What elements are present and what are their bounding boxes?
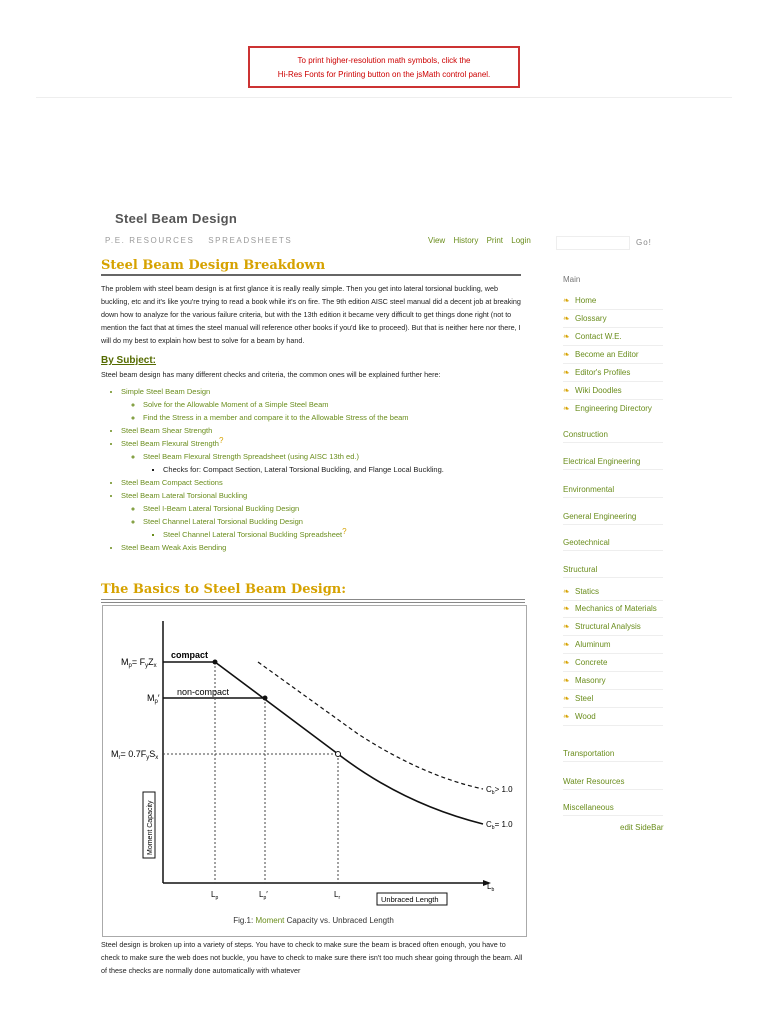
topic-link[interactable]: Steel Beam Lateral Torsional Buckling [121,491,248,500]
topic-link[interactable]: Steel Beam Shear Strength [121,426,213,435]
mp-prime-label: $M_p'$ [147,693,160,705]
intro-paragraph: The problem with steel beam design is at first glance it is really really simple. Then you get into lateral torsional buckling, web buckling, etc and it's like you're trying to read a book while it's on fire. The 9th edition AISC steel manual did a decent job at breaking down how to analyze for the various failure criteria, but with the 13th edition it became very difficult to get things done right (not to mention the fact that at times the steel manual will reference other books if you'd like to proceed). But that is neither here nor there, I will do my best to explain how best to solve for a beam by hand. [101,284,521,345]
page-icon: ❧ [563,587,570,596]
cb-eq-label: $C_b= 1.0$ [486,820,513,831]
nav-spreadsheets[interactable]: SPREADSHEETS [208,236,293,245]
topic-link[interactable]: Steel Beam Flexural Strength Spreadsheet (using AISC 13th ed.) [143,452,359,461]
mr-label: $M_r= 0.7F_yS_x$ [111,749,159,761]
sidebar-item-editor-profiles[interactable]: ❧ Editor's Profiles [563,364,663,382]
list-item [143,515,525,541]
sidebar-section-electrical[interactable]: Electrical Engineering [563,457,663,470]
topic-link[interactable]: Find the Stress in a member and compare it to the Allowable Stress of the beam [143,413,409,422]
missing-page-link[interactable]: ? [218,436,224,445]
print-link[interactable]: Print [486,236,504,245]
topic-link[interactable]: Steel Beam Compact Sections [121,478,223,487]
lp-prime-point [263,696,268,701]
sidebar-item-eng-directory[interactable]: ❧ Engineering Directory [563,400,663,417]
page-icon: ❧ [563,368,570,377]
list-item [121,476,525,489]
topic-link[interactable]: Steel Beam Flexural Strength [121,439,219,448]
view-link[interactable]: View [428,236,446,245]
sidebar-item-wood[interactable]: ❧ Wood [563,708,663,726]
topic-link[interactable]: Simple Steel Beam Design [121,387,211,396]
sidebar-item-concrete[interactable]: ❧ Concrete [563,654,663,672]
cb-gt-label: $C_b> 1.0$ [486,785,513,796]
topic-list [101,385,525,554]
sidebar-item-become-editor[interactable]: ❧ Become an Editor [563,346,663,364]
sidebar-section-general[interactable]: General Engineering [563,512,663,525]
list-item [143,411,525,424]
moment-capacity-figure [102,605,527,937]
list-item [143,450,525,476]
sidebar-structural-list [563,583,663,726]
design-steps-paragraph: Steel design is broken up into a variety of steps. You have to check to make sure the beam is braced often enough, you have to check to make sure the web does not buckle, you have to check to make sure there isn't too much shear going through the beam. All of these checks are normally done automatically with whatever [101,940,523,975]
sidebar-main-list [563,292,663,417]
page-icon: ❧ [563,350,570,359]
jsmath-notice [248,46,520,88]
moment-link[interactable]: Moment [255,916,285,925]
page-actions [428,236,537,245]
subject-intro: Steel beam design has many different checks and criteria, the common ones will be explained further here: [101,370,441,379]
sidebar-section-water[interactable]: Water Resources [563,777,663,790]
sidebar-section-construction[interactable]: Construction [563,430,663,443]
list-item [121,385,525,424]
site-title[interactable]: Steel Beam Design [115,211,238,226]
site-nav [105,236,302,245]
page-icon: ❧ [563,386,570,395]
topic-link[interactable]: Solve for the Allowable Moment of a Simple Steel Beam [143,400,329,409]
sidebar-item-steel[interactable]: ❧ Steel [563,690,663,708]
login-link[interactable]: Login [511,236,531,245]
sidebar-item-statics[interactable]: ❧ Statics [563,583,663,601]
by-subject-heading: By Subject: [101,355,157,366]
topic-link[interactable]: Steel Beam Weak Axis Bending [121,543,227,552]
page-icon: ❧ [563,296,570,305]
list-item [163,528,525,541]
heading-basics: The Basics to Steel Beam Design: [101,582,525,603]
page-icon: ❧ [563,712,570,721]
sidebar-item-glossary[interactable]: ❧ Glossary [563,310,663,328]
moment-capacity-chart [103,606,526,936]
heading-breakdown: Steel Beam Design Breakdown [101,258,521,276]
lr-tick: $L_r$ [334,890,341,901]
sidebar-item-aluminum[interactable]: ❧ Aluminum [563,636,663,654]
list-item [143,398,525,411]
xlabel: Unbraced Length [381,895,439,904]
lb-label: $L_b$ [487,882,495,893]
cb-gt-1-curve [258,662,483,789]
sidebar-item-home[interactable]: ❧ Home [563,292,663,310]
figure-caption [102,916,525,925]
compact-label: compact [171,650,209,660]
notice-line-1: To print higher-resolution math symbols, click the [297,56,471,65]
sidebar-item-wiki-doodles[interactable]: ❧ Wiki Doodles [563,382,663,400]
page-icon: ❧ [563,640,570,649]
page-icon: ❧ [563,622,570,631]
design-steps-paragraph-wrap [101,938,525,977]
list-item [121,541,525,554]
caption-prefix: Fig.1: [233,916,254,925]
list-item [121,437,525,476]
topic-link[interactable]: Steel Channel Lateral Torsional Buckling Spreadsheet [163,530,343,539]
sidebar-section-geotechnical[interactable]: Geotechnical [563,538,663,551]
page-icon: ❧ [563,604,570,613]
sidebar-section-transportation[interactable]: Transportation [563,749,663,762]
list-item [121,424,525,437]
list-item: ▪ Checks for: Compact Section, Lateral Torsional Buckling, and Flange Local Buckling. [163,463,525,476]
sidebar-item-mechanics[interactable]: ❧ Mechanics of Materials [563,601,663,618]
page-icon: ❧ [563,658,570,667]
page-icon: ❧ [563,332,570,341]
caption-suffix: Capacity vs. Unbraced Length [286,916,394,925]
search-input[interactable] [556,236,630,250]
sidebar-section-environmental[interactable]: Environmental [563,485,663,498]
lp-prime-tick: $L_p'$ [259,890,268,901]
go-button[interactable]: Go! [636,238,652,247]
history-link[interactable]: History [453,236,479,245]
lp-point [213,660,218,665]
list-item [121,489,525,541]
lr-point [336,752,341,757]
mp-label: $M_p= F_yZ_x$ [121,657,157,669]
top-divider [36,97,732,98]
cb-1-curve [215,662,483,824]
nav-pe-resources[interactable]: P.E. RESOURCES [105,236,195,245]
topic-link[interactable]: Steel I-Beam Lateral Torsional Buckling Design [143,504,300,513]
page-icon: ❧ [563,314,570,323]
noncompact-label: non-compact [177,687,230,697]
sidebar-main-label: Main [563,275,581,284]
sidebar-section-structural[interactable]: Structural [563,565,663,578]
topic-link[interactable]: Steel Channel Lateral Torsional Buckling Design [143,517,303,526]
notice-line-2: Hi-Res Fonts for Printing button on the jsMath control panel. [277,70,491,79]
sidebar-item-contact[interactable]: ❧ Contact W.E. [563,328,663,346]
missing-page-link[interactable]: ? [342,527,347,536]
page-icon: ❧ [563,676,570,685]
page-icon: ❧ [563,694,570,703]
page-icon: ❧ [563,404,570,413]
sidebar-section-misc[interactable]: Miscellaneous [563,803,663,816]
lp-tick: $L_p$ [211,890,219,901]
list-item [143,502,525,515]
basics-heading-wrap [101,582,525,603]
article [101,258,525,554]
sidebar-item-masonry[interactable]: ❧ Masonry [563,672,663,690]
sidebar-item-structural-analysis[interactable]: ❧ Structural Analysis [563,618,663,636]
edit-sidebar-link[interactable]: edit SideBar [620,823,664,832]
ylabel: Moment Capacity [147,800,154,855]
